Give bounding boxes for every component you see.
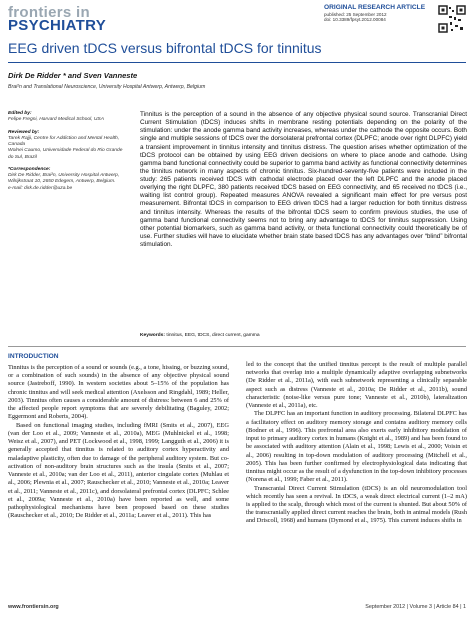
body-column-right xyxy=(246,361,467,526)
paragraph: Transcranial Direct Current Stimulation (tDCS) is an old neuromodulation tool which recently has seen a revival. In tDCS, a weak direct electrical current (1–2 mA) is applied to the scalp, through which most of the current is shunted. But about 50% of the transcranially applied direct current reaches the brain, both in animal models (Rush and Driscoll, 1968) and humans (Dymond et al., 1975). This current induces shifts in xyxy=(246,484,467,525)
section-divider xyxy=(8,346,466,347)
title-divider xyxy=(8,62,466,63)
affiliation: Brai²n and Translational Neuroscience, University Hospital Antwerp, Antwerp, Belgium xyxy=(8,84,206,90)
reviewed-by-text: Tarek Rajji, Centre for Addiction and Mental Health, Canada Wolnei Caumo, Universidade Federal do Rio Grande do Sul, Brazil xyxy=(8,135,123,160)
journal-logo xyxy=(8,5,106,33)
journal-logo-line2: PSYCHIATRY xyxy=(8,17,107,34)
keywords xyxy=(140,333,467,338)
abstract: Tinnitus is the perception of a sound in the absence of any objective physical sound source. Transcranial Direct Current Stimulation (tDCS) induces shifts in membrane resting potentials depending on the polarity of the stimulation: under the anode gamma band activity increases, whereas under the cathode the opposite occurs. Both single and multiple sessions of tDCS over the dorsolateral prefrontal cortex (DLPFC; anode over right DLPFC) yield a transient improvement in tinnitus intensity and tinnitus distress. The question arises whether optimization of the tDCS protocol can be obtained by using EEG driven decisions on where to place anode and cathode. Using gamma band functional connectivity could be superior to gamma band activity as functional connectivity determines the tinnitus network in many aspects of chronic tinnitus. Six-hundred-seventy-five patients were included in the study: 265 patients received tDCS with cathodal electrode placed over the left DLPFC and the anode placed overlying the right DLPFC, 380 patients received tDCS based on EEG connectivity, and 65 received no tDCS (i.e., waiting list control group). Repeated measures ANOVA revealed a significant main effect for pre versus post measurement. Bifrontal tDCS in comparison to EEG driven tDCS had a larger reduction for both tinnitus distress and tinnitus intensity. Whereas the results of the bifrontal tDCS seem to confirm previous studies, the use of gamma band functional connectivity seems not to bring any advantage to tDCS for tinnitus suppression. Using other potential biomarkers, such as gamma band activity, or theta functional connectivity could theoretically be of use. Further studies will have to elucidate whether brain state based tDCS has any advantages over “blind” bifrontal stimulation. xyxy=(140,111,467,248)
body-column-left xyxy=(8,364,229,520)
correspondence-text: Dirk De Ridder, Brai²n, University Hospital Antwerp, Wilrijkstraat 10, 2650 Edegem, Antwerp, Belgium. e-mail: dirk.de.ridder@uza.be xyxy=(8,173,120,191)
footer-volume-info: September 2012 | Volume 3 | Article 84 | 1 xyxy=(365,604,466,610)
edited-by-label: Edited by: xyxy=(8,111,32,116)
published-date: published: 25 September 2012 xyxy=(324,11,387,17)
reviewed-by-label: Reviewed by: xyxy=(8,129,40,135)
authors: Dirk De Ridder * and Sven Vanneste xyxy=(8,71,138,80)
paragraph: led to the concept that the unified tinnitus percept is the result of multiple parallel networks that overlap into a multiple dynamically adaptive overlapping subnetworks (De Ridder et al., 2011a), with each subnetwork representing a clinically separable aspect such as distress (Vanneste et al., 2010a; De Ridder et al., 2011b), sound characteristic (noise-like versus pure tone; Vanneste et al., 2010b), lateralization (Vanneste et al., 2011a), etc. xyxy=(246,361,467,410)
keywords-label: Keywords: xyxy=(140,333,166,338)
paragraph: Tinnitus is the perception of a sound or sounds (e.g., a tone, hissing, or buzzing sound, or a combination of such sounds) in the absence of any objective physical sound source (Jastreboff, 1990). In western societies about 5–15% of the population has chronic tinnitus and will seek medical attention (Axelsson and Ringdahl, 1989; Heller, 2003). Tinnitus often causes a considerable amount of distress: between 6 and 25% of the affected people report symptoms that are severely debilitating (Baguley, 2002; Eggermont and Roberts, 2004). xyxy=(8,364,229,421)
qr-code-icon xyxy=(438,5,466,33)
doi: doi: 10.3389/fpsyt.2012.00084 xyxy=(324,16,386,22)
introduction-heading: INTRODUCTION xyxy=(8,353,59,360)
keywords-list: tinnitus, EEG, tDCS, direct current, gamma xyxy=(166,333,260,338)
edited-by-text: Felipe Fregni, Harvard Medical School, USA xyxy=(8,117,104,123)
editorial-sidebar xyxy=(8,111,126,192)
paragraph: The DLPFC has an important function in auditory processing. Bilateral DLPFC has a facilitatory effect on auditory memory storage and contains auditory memory cells (Bodner et al., 1996). This prefrontal area also exerts early inhibitory modulation of input to primary auditory cortex in humans (Knight et al., 1989) and has been found to be associated with auditory attention (Alain et al., 1998; Lewis et al., 2000; Voisin et al., 2006) resulting in top-down modulation of auditory processing (Mitchell et al., 2005). This has been further confirmed by electrophysiological data indicating that tinnitus might occur as the result of a dysfunction in the top-down inhibitory processes (Norena et al., 1999; Faber et al., 2011). xyxy=(246,410,467,484)
correspondence-label: *Correspondence: xyxy=(8,166,51,172)
footer-website: www.frontiersin.org xyxy=(8,604,59,610)
journal-logo-line1: frontiers in xyxy=(8,4,90,21)
article-type: ORIGINAL RESEARCH ARTICLE xyxy=(324,4,426,11)
paragraph: Based on functional imaging studies, including fMRI (Smits et al., 2007), EEG (van der Loo et al., 2009; Vanneste et al., 2010a), MEG (Muhlnickel et al., 1998; Weisz et al., 2007), and PET (Lockwood et al., 1998, 1999; Langguth et al., 2006) it is generally accepted that tinnitus is related to auditory cortex hyperactivity and maladaptive plasticity, often due to damage of the peripheral auditory system. But co-activation of non-auditory brain structures such as the insula (Smits et al., 2007; Vanneste et al., 2010a; van der Loo et al., 2011), anterior cingulate cortex (Muhlau et al., 2006; Plewnia et al., 2007; Rauschecker et al., 2010; Vanneste et al., 2010a; Leaver et al., 2011; Vanneste et al., 2011c), and dorsolateral prefrontal cortex (DLPFC; Schlee et al., 2009a; Vanneste et al., 2010a) have been reported as well, and some pathophysiological mechanisms have been proposed based on these studies (Rauschecker et al., 2010; De Ridder et al., 2011a; Leaver et al., 2011). This has xyxy=(8,421,229,520)
page-header xyxy=(0,0,474,38)
article-title: EEG driven tDCS versus bifrontal tDCS for tinnitus xyxy=(8,40,322,56)
